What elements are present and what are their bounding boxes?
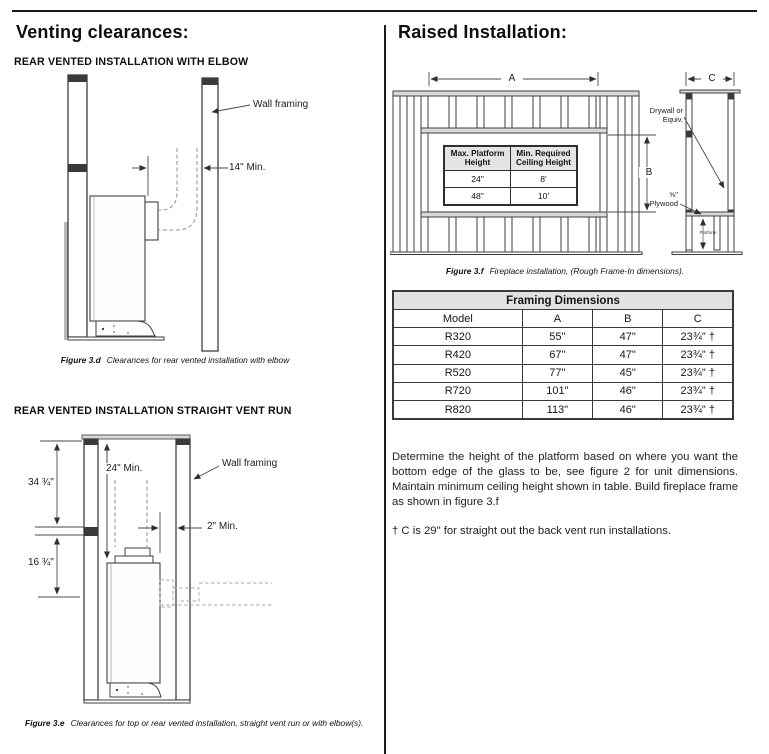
dim-lower-label: 16 ¾": [28, 557, 54, 568]
platform-table: [443, 145, 578, 206]
table-row: [444, 170, 577, 187]
table-cell: 45": [593, 364, 663, 382]
dim-upper-label: 34 ¾": [28, 477, 54, 488]
fireplace-unit: [90, 196, 158, 336]
table-cell: 48": [444, 187, 511, 205]
wall-stud-left: [84, 439, 98, 700]
wall-framing-label: Wall framing: [222, 458, 278, 469]
vent-path-dashed: [115, 480, 147, 547]
table-title: Framing Dimensions: [393, 291, 733, 310]
table-cell: 23¾" †: [663, 382, 733, 400]
table-cell: R820: [393, 400, 522, 419]
sill-member: [421, 212, 607, 217]
platform-table-header: Max. Platform Height: [444, 146, 511, 170]
dim-c-label: C: [701, 73, 723, 84]
dimension-left: [35, 441, 84, 597]
instructions-paragraph: Determine the height of the platform based on where you want the bottom edge of the glass to be, see figure 2 for unit dimensions. Maintain minimum ceiling height shown in table. Build fireplace frame as shown in figure 3.f: [392, 451, 738, 509]
figure-3d-caption-label: Figure 3.d: [60, 355, 101, 365]
table-cell: 67": [522, 346, 592, 364]
footnote-text: † C is 29" for straight out the back vent run installations.: [392, 525, 672, 537]
figure-3f-caption-label: Figure 3.f: [445, 266, 484, 276]
right-heading: Raised Installation:: [398, 22, 568, 42]
table-cell: 23¾" †: [663, 328, 733, 346]
table-cell: 24": [444, 170, 511, 187]
figure-3e-drawing: [10, 420, 342, 712]
floor-line: [68, 337, 164, 340]
table-cell: 46": [593, 382, 663, 400]
dim-a-label: A: [501, 73, 523, 84]
figure-3f-caption: [390, 266, 740, 276]
framing-dimensions-table: [392, 290, 734, 420]
table-cell: 47": [593, 346, 663, 364]
table-cell: 23¾" †: [663, 400, 733, 419]
table-cell: R420: [393, 346, 522, 364]
platform-top: [686, 212, 734, 216]
column-header: Model: [393, 310, 522, 328]
plywood-label: ⅝" Plywood: [649, 190, 678, 209]
table-cell: R720: [393, 382, 522, 400]
clearance-14-label: 14" Min.: [229, 162, 266, 173]
platform-table-header: Min. Required Ceiling Height: [511, 146, 578, 170]
vent-elbow-dashed: [159, 148, 197, 230]
floor-line: [390, 252, 642, 255]
table-cell: 10': [511, 187, 578, 205]
table-title-row: [393, 291, 733, 310]
left-heading: Venting clearances:: [16, 22, 189, 42]
figure-3d-diagram: [40, 72, 352, 354]
figure-3e-caption: [25, 718, 370, 728]
subheading-straight: REAR VENTED INSTALLATION STRAIGHT VENT RUN: [14, 405, 292, 417]
wall-stud-right: [176, 439, 190, 700]
figure-3d-drawing: [40, 72, 352, 354]
drywall-member: [728, 93, 734, 252]
column-header: B: [593, 310, 663, 328]
subheading-elbow: REAR VENTED INSTALLATION WITH ELBOW: [14, 56, 249, 68]
table-cell: 101": [522, 382, 592, 400]
table-cell: 47": [593, 328, 663, 346]
table-cell: R320: [393, 328, 522, 346]
table-cell: 77": [522, 364, 592, 382]
clearance-2-label: 2" Min.: [207, 521, 238, 532]
figure-3e-diagram: [10, 420, 342, 712]
table-cell: 23¾" †: [663, 346, 733, 364]
figure-3f-diagram: [390, 64, 758, 260]
table-row: [393, 364, 733, 382]
figure-3e-caption-label: Figure 3.e: [25, 718, 65, 728]
figure-3d-caption: [30, 355, 320, 365]
table-row: [444, 187, 577, 205]
table-cell: R520: [393, 364, 522, 382]
table-cell: 46": [593, 400, 663, 419]
side-floor-line: [672, 252, 742, 255]
platform-label: Platform: [699, 230, 717, 235]
table-cell: 8': [511, 170, 578, 187]
table-cell: 113": [522, 400, 592, 419]
dim-b-label: B: [639, 167, 659, 178]
wall-framing-leader: [194, 466, 219, 479]
column-header: A: [522, 310, 592, 328]
vent-collar: [145, 202, 158, 240]
header-member: [421, 128, 607, 133]
figure-3d-caption-text: Clearances for rear vented installation with elbow: [106, 355, 290, 365]
table-row: [393, 400, 733, 419]
table-cell: 55": [522, 328, 592, 346]
wall-stud-left: [68, 75, 87, 337]
drywall-label: Drywall or Equiv.: [649, 106, 683, 125]
table-row: [393, 346, 733, 364]
unit-base: [96, 321, 155, 336]
platform-table-header-row: [444, 146, 577, 170]
clearance-24-label: 24" Min.: [103, 463, 145, 474]
table-header-row: [393, 310, 733, 328]
wall-framing-label: Wall framing: [253, 99, 309, 110]
table-row: [393, 328, 733, 346]
fireplace-unit: [107, 548, 161, 697]
top-rule: [12, 10, 757, 12]
table-row: [393, 382, 733, 400]
dimension-2min: [138, 512, 202, 553]
column-header: C: [663, 310, 733, 328]
column-divider: [384, 25, 386, 754]
table-cell: 23¾" †: [663, 364, 733, 382]
wall-stud-right: [202, 78, 218, 351]
floor-line: [84, 700, 190, 703]
figure-3f-caption-text: Fireplace installation, (Rough Frame-In dimensions).: [489, 266, 685, 276]
figure-3e-caption-text: Clearances for top or rear vented installation, straight vent run or with elbow(s).: [70, 718, 364, 728]
